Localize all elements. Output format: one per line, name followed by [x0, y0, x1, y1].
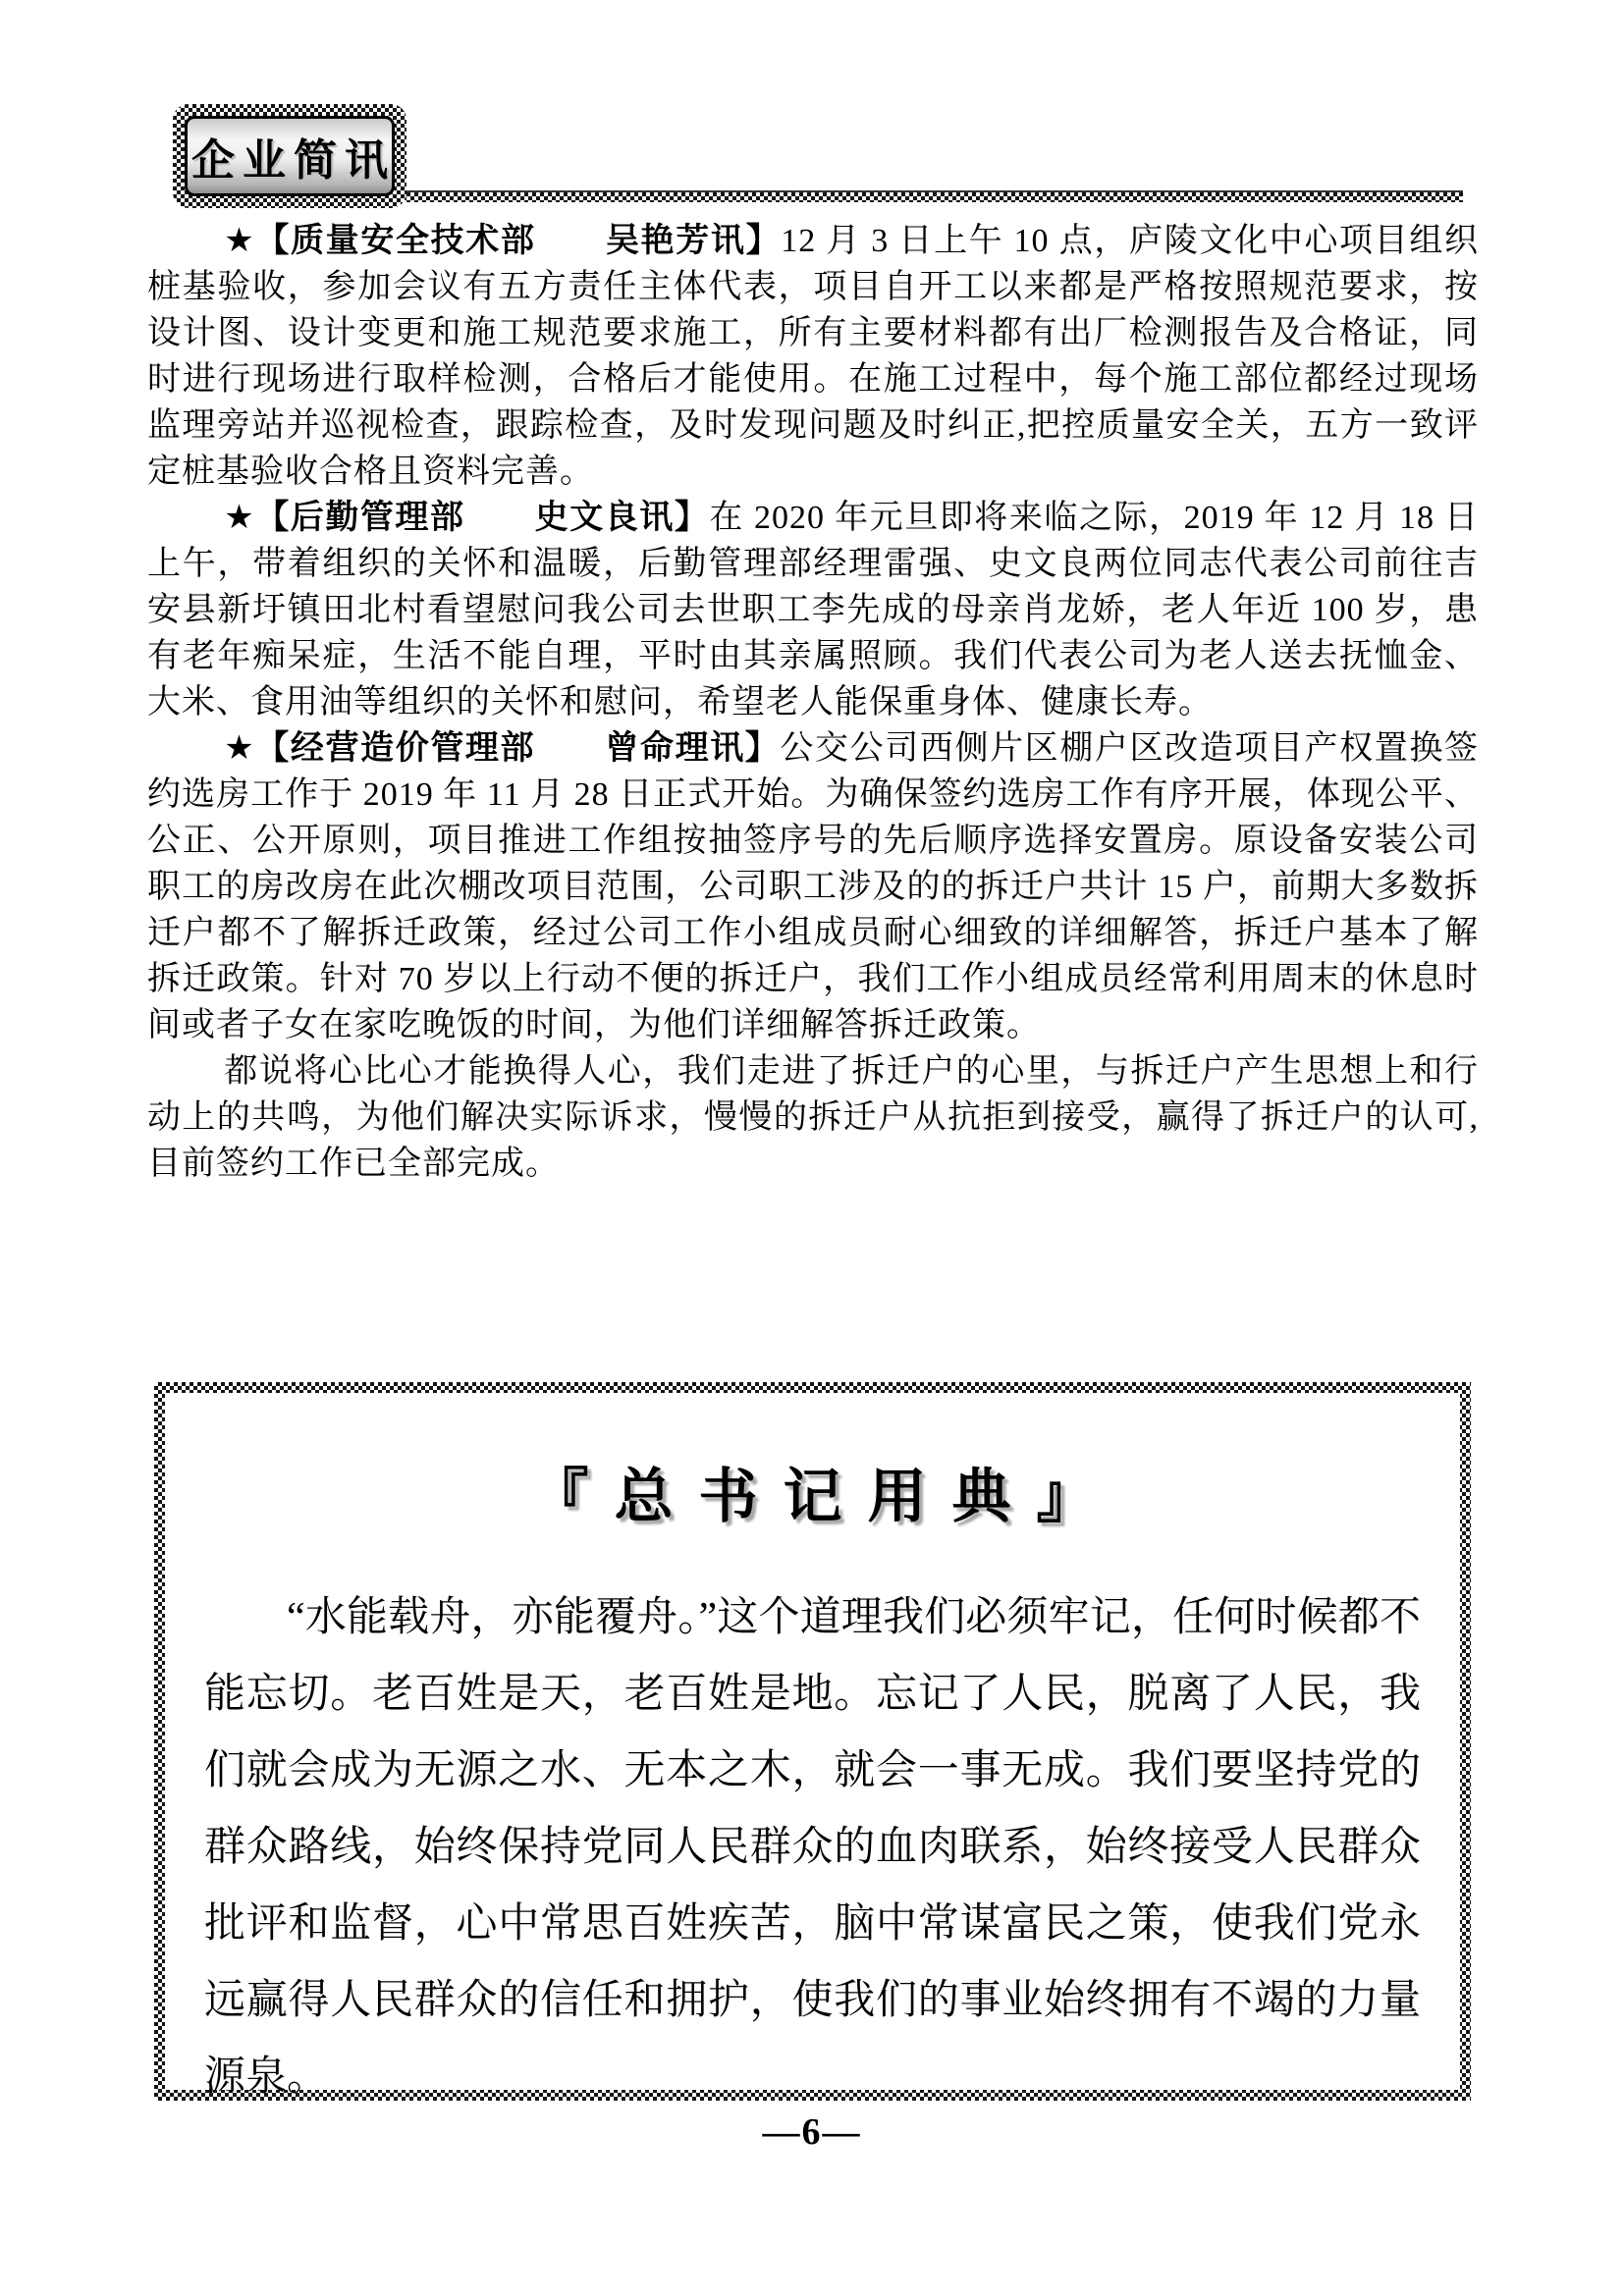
news-paragraph-3 [147, 725, 1479, 1048]
quote-box-inner [165, 1393, 1460, 2100]
quote-box [154, 1382, 1471, 2101]
news-heading-3: ★【经营造价管理部 曾命理讯】 [224, 729, 781, 767]
closing-paragraph: 都说将心比心才能换得人心，我们走进了拆迁户的心里，与拆迁户产生思想上和行动上的共鸣，为他们解决实际诉求，慢慢的拆迁户从抗拒到接受，赢得了拆迁户的认可,目前签约工作已全部完成。 [147, 1053, 1479, 1182]
section-badge-label: 企业简讯 [191, 136, 396, 185]
news-body-1: 12 月 3 日上午 10 点，庐陵文化中心项目组织桩基验收，参加会议有五方责任主体代表，项目自开工以来都是严格按照规范要求，按设计图、设计变更和施工规范要求施工，所有主要材料都有出厂检测报告及合格证，同时进行现场进行取样检测，合格后才能使用。在施工过程中，每个施工部位都经过现场监理旁站并巡视检查，跟踪检查，及时发现问题及时纠正,把控质量安全关，五方一致评定桩基验收合格且资料完善。 [147, 223, 1480, 490]
news-heading-2: ★【后勤管理部 史文良讯】 [224, 499, 710, 536]
section-badge [173, 104, 406, 208]
news-body-3: 公交公司西侧片区棚户区改造项目产权置换签约选房工作于 2019 年 11 月 28 日正式开始。为确保签约选房工作有序开展，体现公平、公正、公开原则，项目推进工作组按抽签序号的先后顺序选择安置房。原设备安装公司职工的房改房在此次棚改项目范围，公司职工涉及的的拆迁户共计 15 户，前期大多数拆迁户都不了解拆迁政策，经过公司工作小组成员耐心细致的详细解答，拆迁户基本了解拆迁政策。针对 70 岁以上行动不便的拆迁户，我们工作小组成员经常利用周末的休息时间或者子女在家吃晚饭的时间，为他们详细解答拆迁政策。 [147, 730, 1479, 1043]
news-paragraph-2 [147, 495, 1479, 725]
header-divider [324, 192, 1463, 202]
section-badge-plate [185, 116, 395, 196]
page-number: —6— [762, 2111, 862, 2153]
news-content [147, 218, 1479, 1187]
news-body-2: 在 2020 年元旦即将来临之际，2019 年 12 月 18 日上午，带着组织的关怀和温暖，后勤管理部经理雷强、史文良两位同志代表公司前往吉安县新圩镇田北村看望慰问我公司去世职工李先成的母亲肖龙娇，老人年近 100 岁，患有老年痴呆症，生活不能自理，平时由其亲属照顾。我们代表公司为老人送去抚恤金、大米、食用油等组织的关怀和慰问，希望老人能保重身体、健康长寿。 [147, 500, 1479, 721]
news-heading-1: ★【质量安全技术部 吴艳芳讯】 [224, 222, 782, 259]
quote-title: 『总书记用典』 [529, 1465, 1121, 1529]
quote-body: “水能载舟，亦能覆舟。”这个道理我们必须牢记，任何时候都不能忘切。老百姓是天，老百姓是地。忘记了人民，脱离了人民，我们就会成为无源之水、无本之木，就会一事无成。我们要坚持党的群众路线，始终保持党同人民群众的血肉联系，始终接受人民群众批评和监督，心中常思百姓疾苦，脑中常谋富民之策，使我们党永远赢得人民群众的信任和拥护，使我们的事业始终拥有不竭的力量源泉。 [204, 1595, 1421, 2100]
news-paragraph-1 [147, 218, 1479, 495]
